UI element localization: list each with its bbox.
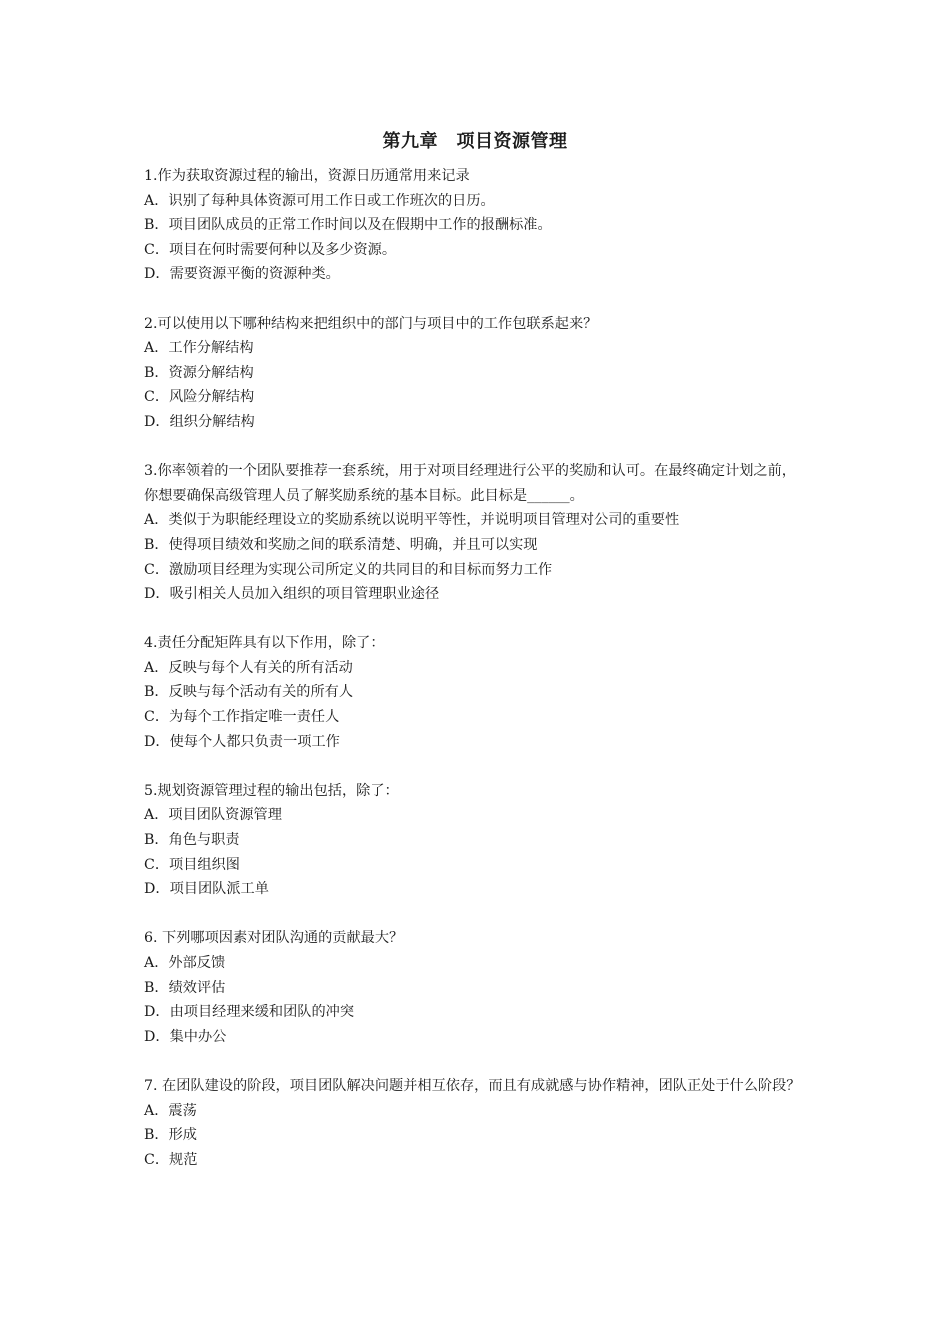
question-3 [144, 459, 810, 607]
option-c: C．激励项目经理为实现公司所定义的共同目的和目标而努力工作 [144, 561, 553, 578]
option-d: D．组织分解结构 [144, 413, 255, 430]
option-d: D．吸引相关人员加入组织的项目管理职业途径 [144, 586, 440, 603]
option-a: A．震荡 [144, 1102, 197, 1119]
option-b: B．资源分解结构 [144, 364, 254, 381]
question-stem: 7. 在团队建设的阶段，项目团队解决问题并相互依存，而且有成就感与协作精神，团队正处于什么阶段？ [144, 1077, 801, 1094]
option-b: B．项目团队成员的正常工作时间以及在假期中工作的报酬标准。 [144, 217, 552, 234]
option-a: A．外部反馈 [144, 955, 226, 971]
option-c: C．为每个工作指定唯一责任人 [144, 709, 340, 726]
option-d: D．集中办公 [144, 1028, 227, 1045]
question-4 [144, 631, 810, 754]
option-d: D．需要资源平衡的资源种类。 [144, 266, 340, 283]
option-c: C．项目组织图 [144, 856, 240, 873]
option-a: A．工作分解结构 [144, 340, 254, 357]
option-b: B．反映与每个活动有关的所有人 [144, 684, 354, 701]
option-c: C．风险分解结构 [144, 389, 255, 406]
option-d: D．使每个人都只负责一项工作 [144, 733, 340, 750]
option-a: A．识别了每种具体资源可用工作日或工作班次的日历。 [144, 192, 495, 209]
option-b: B．使得项目绩效和奖励之间的联系清楚、明确，并且可以实现 [144, 536, 538, 553]
chapter-title: 第九章 项目资源管理 [382, 131, 568, 152]
question-stem: 1.作为获取资源过程的输出，资源日历通常用来记录 [144, 168, 470, 184]
option-a: A．类似于为职能经理设立的奖励系统以说明平等性，并说明项目管理对公司的重要性 [144, 512, 680, 529]
question-1 [144, 164, 810, 287]
option-d: D．项目团队派工单 [144, 881, 269, 898]
option-b: B．形成 [144, 1127, 197, 1144]
question-2 [144, 312, 810, 435]
question-5 [144, 779, 810, 902]
question-7 [144, 1074, 810, 1172]
option-a: A．项目团队资源管理 [144, 807, 282, 824]
option-b: B．绩效评估 [144, 979, 226, 996]
option-a: A．反映与每个人有关的所有活动 [144, 659, 353, 676]
question-stem: 3.你率领着的一个团队要推荐一套系统，用于对项目经理进行公平的奖励和认可。在最终确定计划之前，你想要确保高级管理人员了解奖励系统的基本目标。此目标是______。 [144, 463, 796, 504]
option-d: D．由项目经理来缓和团队的冲突 [144, 1004, 355, 1021]
question-stem: 5.规划资源管理过程的输出包括，除了： [144, 782, 399, 799]
question-stem: 6. 下列哪项因素对团队沟通的贡献最大？ [144, 930, 404, 947]
question-stem: 4.责任分配矩阵具有以下作用，除了： [144, 635, 385, 652]
option-c: C．规范 [144, 1151, 198, 1168]
option-c: C．项目在何时需要何种以及多少资源。 [144, 241, 397, 258]
question-stem: 2.可以使用以下哪种结构来把组织中的部门与项目中的工作包联系起来？ [144, 315, 598, 332]
option-b: B．角色与职责 [144, 832, 240, 849]
question-list [144, 164, 810, 1197]
question-6 [144, 926, 810, 1049]
